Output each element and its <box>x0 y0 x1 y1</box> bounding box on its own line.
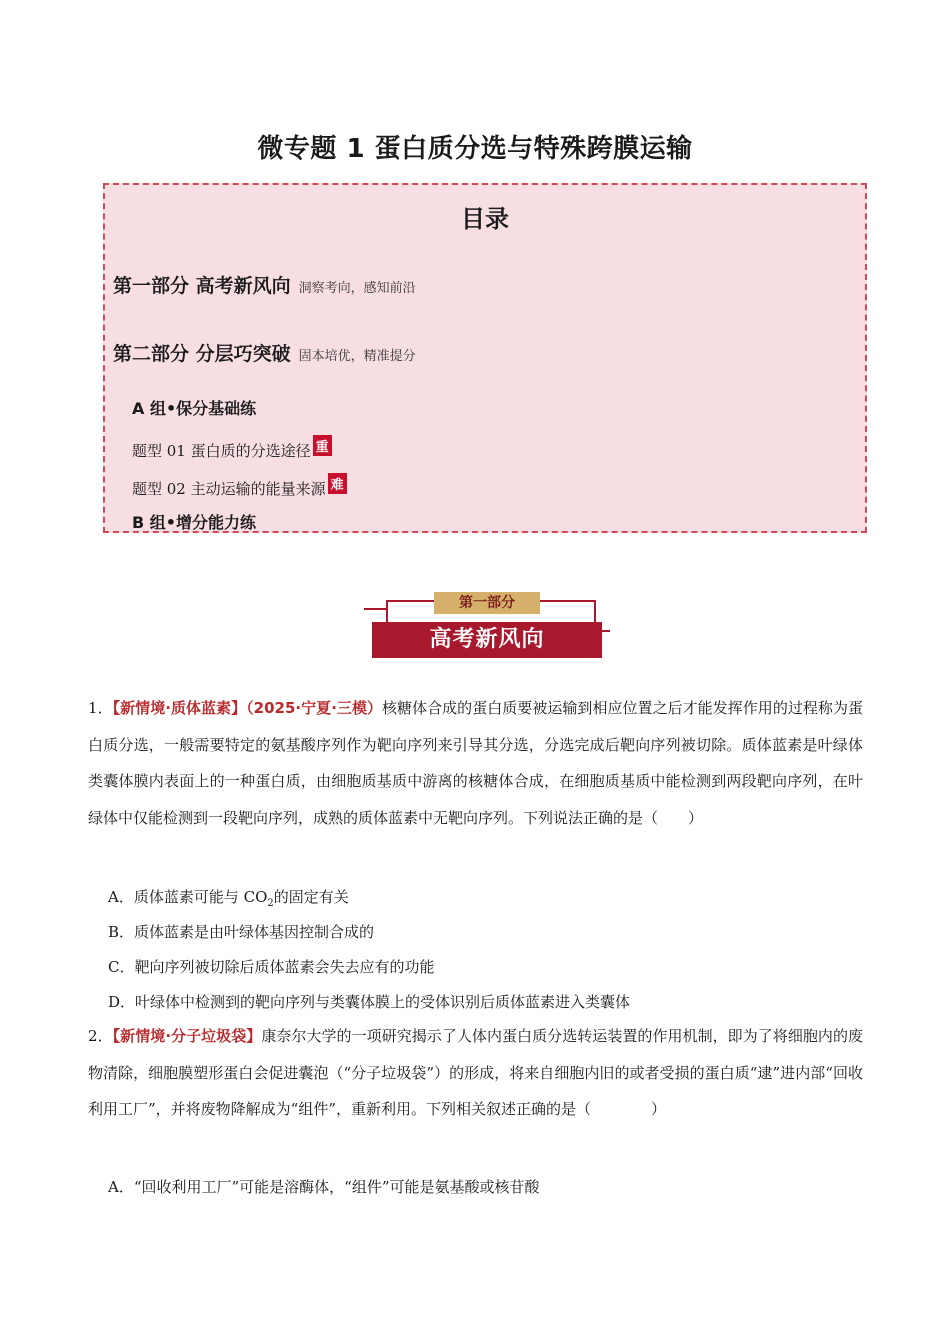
toc-group-b[interactable]: B 组•增分能力练 <box>132 513 256 532</box>
section-banner <box>362 590 610 662</box>
toc-item-label: 题型 01 蛋白质的分选途径 <box>132 442 311 460</box>
question-number: 2． <box>88 1027 113 1045</box>
toc-item-type-01[interactable] <box>132 435 332 461</box>
banner-part-label: 第一部分 <box>434 592 540 614</box>
question-1 <box>88 690 863 836</box>
question-tag: 【新情境·分子垃圾袋】 <box>112 1027 262 1045</box>
toc-group-a[interactable]: A 组•保分基础练 <box>132 399 257 418</box>
banner-line-left <box>364 608 386 610</box>
q2-option-a[interactable]: A．“回收利用工厂”可能是溶酶体，“组件”可能是氨基酸或核苷酸 <box>108 1178 540 1196</box>
table-of-contents <box>103 183 867 533</box>
toc-part-2-label: 第二部分 分层巧突破 <box>113 343 291 365</box>
toc-part-1[interactable] <box>113 271 416 298</box>
toc-heading: 目录 <box>461 205 509 233</box>
question-2 <box>88 1018 863 1128</box>
q1-option-a[interactable] <box>108 886 349 909</box>
toc-item-label: 题型 02 主动运输的能量来源 <box>132 480 326 498</box>
banner-line-left-vertical <box>386 600 388 622</box>
toc-item-type-02[interactable] <box>132 473 347 499</box>
page-title: 微专题 1 蛋白质分选与特殊跨膜运输 <box>257 134 693 164</box>
q1-option-b[interactable]: B．质体蓝素是由叶绿体基因控制合成的 <box>108 923 375 941</box>
toc-part-2[interactable] <box>113 339 416 366</box>
subscript: 2 <box>267 898 274 909</box>
question-source: （2025·宁夏·三模） <box>246 699 383 717</box>
option-text: A．质体蓝素可能与 CO <box>108 888 268 906</box>
q1-option-d[interactable]: D．叶绿体中检测到的靶向序列与类囊体膜上的受体识别后质体蓝素进入类囊体 <box>108 993 631 1011</box>
toc-part-1-label: 第一部分 高考新风向 <box>113 275 291 297</box>
key-point-badge: 重 <box>313 435 332 456</box>
question-stem: 康奈尔大学的一项研究揭示了人体内蛋白质分选转运装置的作用机制，即为了将细胞内的废物清除，细胞膜塑形蛋白会促进囊泡（“分子垃圾袋”）的形成，将来自细胞内旧的或者受损的蛋白质“逮”进内部“回收利用工厂”，并将废物降解成为“组件”，重新利用。下列相关叙述正确的是（ ） <box>88 1027 864 1118</box>
difficult-badge: 难 <box>328 473 347 494</box>
toc-part-1-subtitle: 洞察考向，感知前沿 <box>298 281 416 296</box>
question-stem: 核糖体合成的蛋白质要被运输到相应位置之后才能发挥作用的过程称为蛋白质分选，一般需要特定的氨基酸序列作为靶向序列来引导其分选，分选完成后靶向序列被切除。质体蓝素是叶绿体类囊体膜内表面上的一种蛋白质，由细胞质基质中游离的核糖体合成，在细胞质基质中能检测到两段靶向序列，在叶绿体中仅能检测到一段靶向序列，成熟的质体蓝素中无靶向序列。下列说法正确的是（ ） <box>88 699 863 827</box>
question-number: 1． <box>88 699 113 717</box>
toc-part-2-subtitle: 固本培优，精准提分 <box>298 349 416 364</box>
question-tag: 【新情境·质体蓝素】 <box>112 699 247 717</box>
option-text: 的固定有关 <box>273 888 349 906</box>
q1-option-c[interactable]: C．靶向序列被切除后质体蓝素会失去应有的功能 <box>108 958 435 976</box>
banner-line-right-vertical <box>594 600 596 622</box>
banner-section-title: 高考新风向 <box>372 622 602 658</box>
